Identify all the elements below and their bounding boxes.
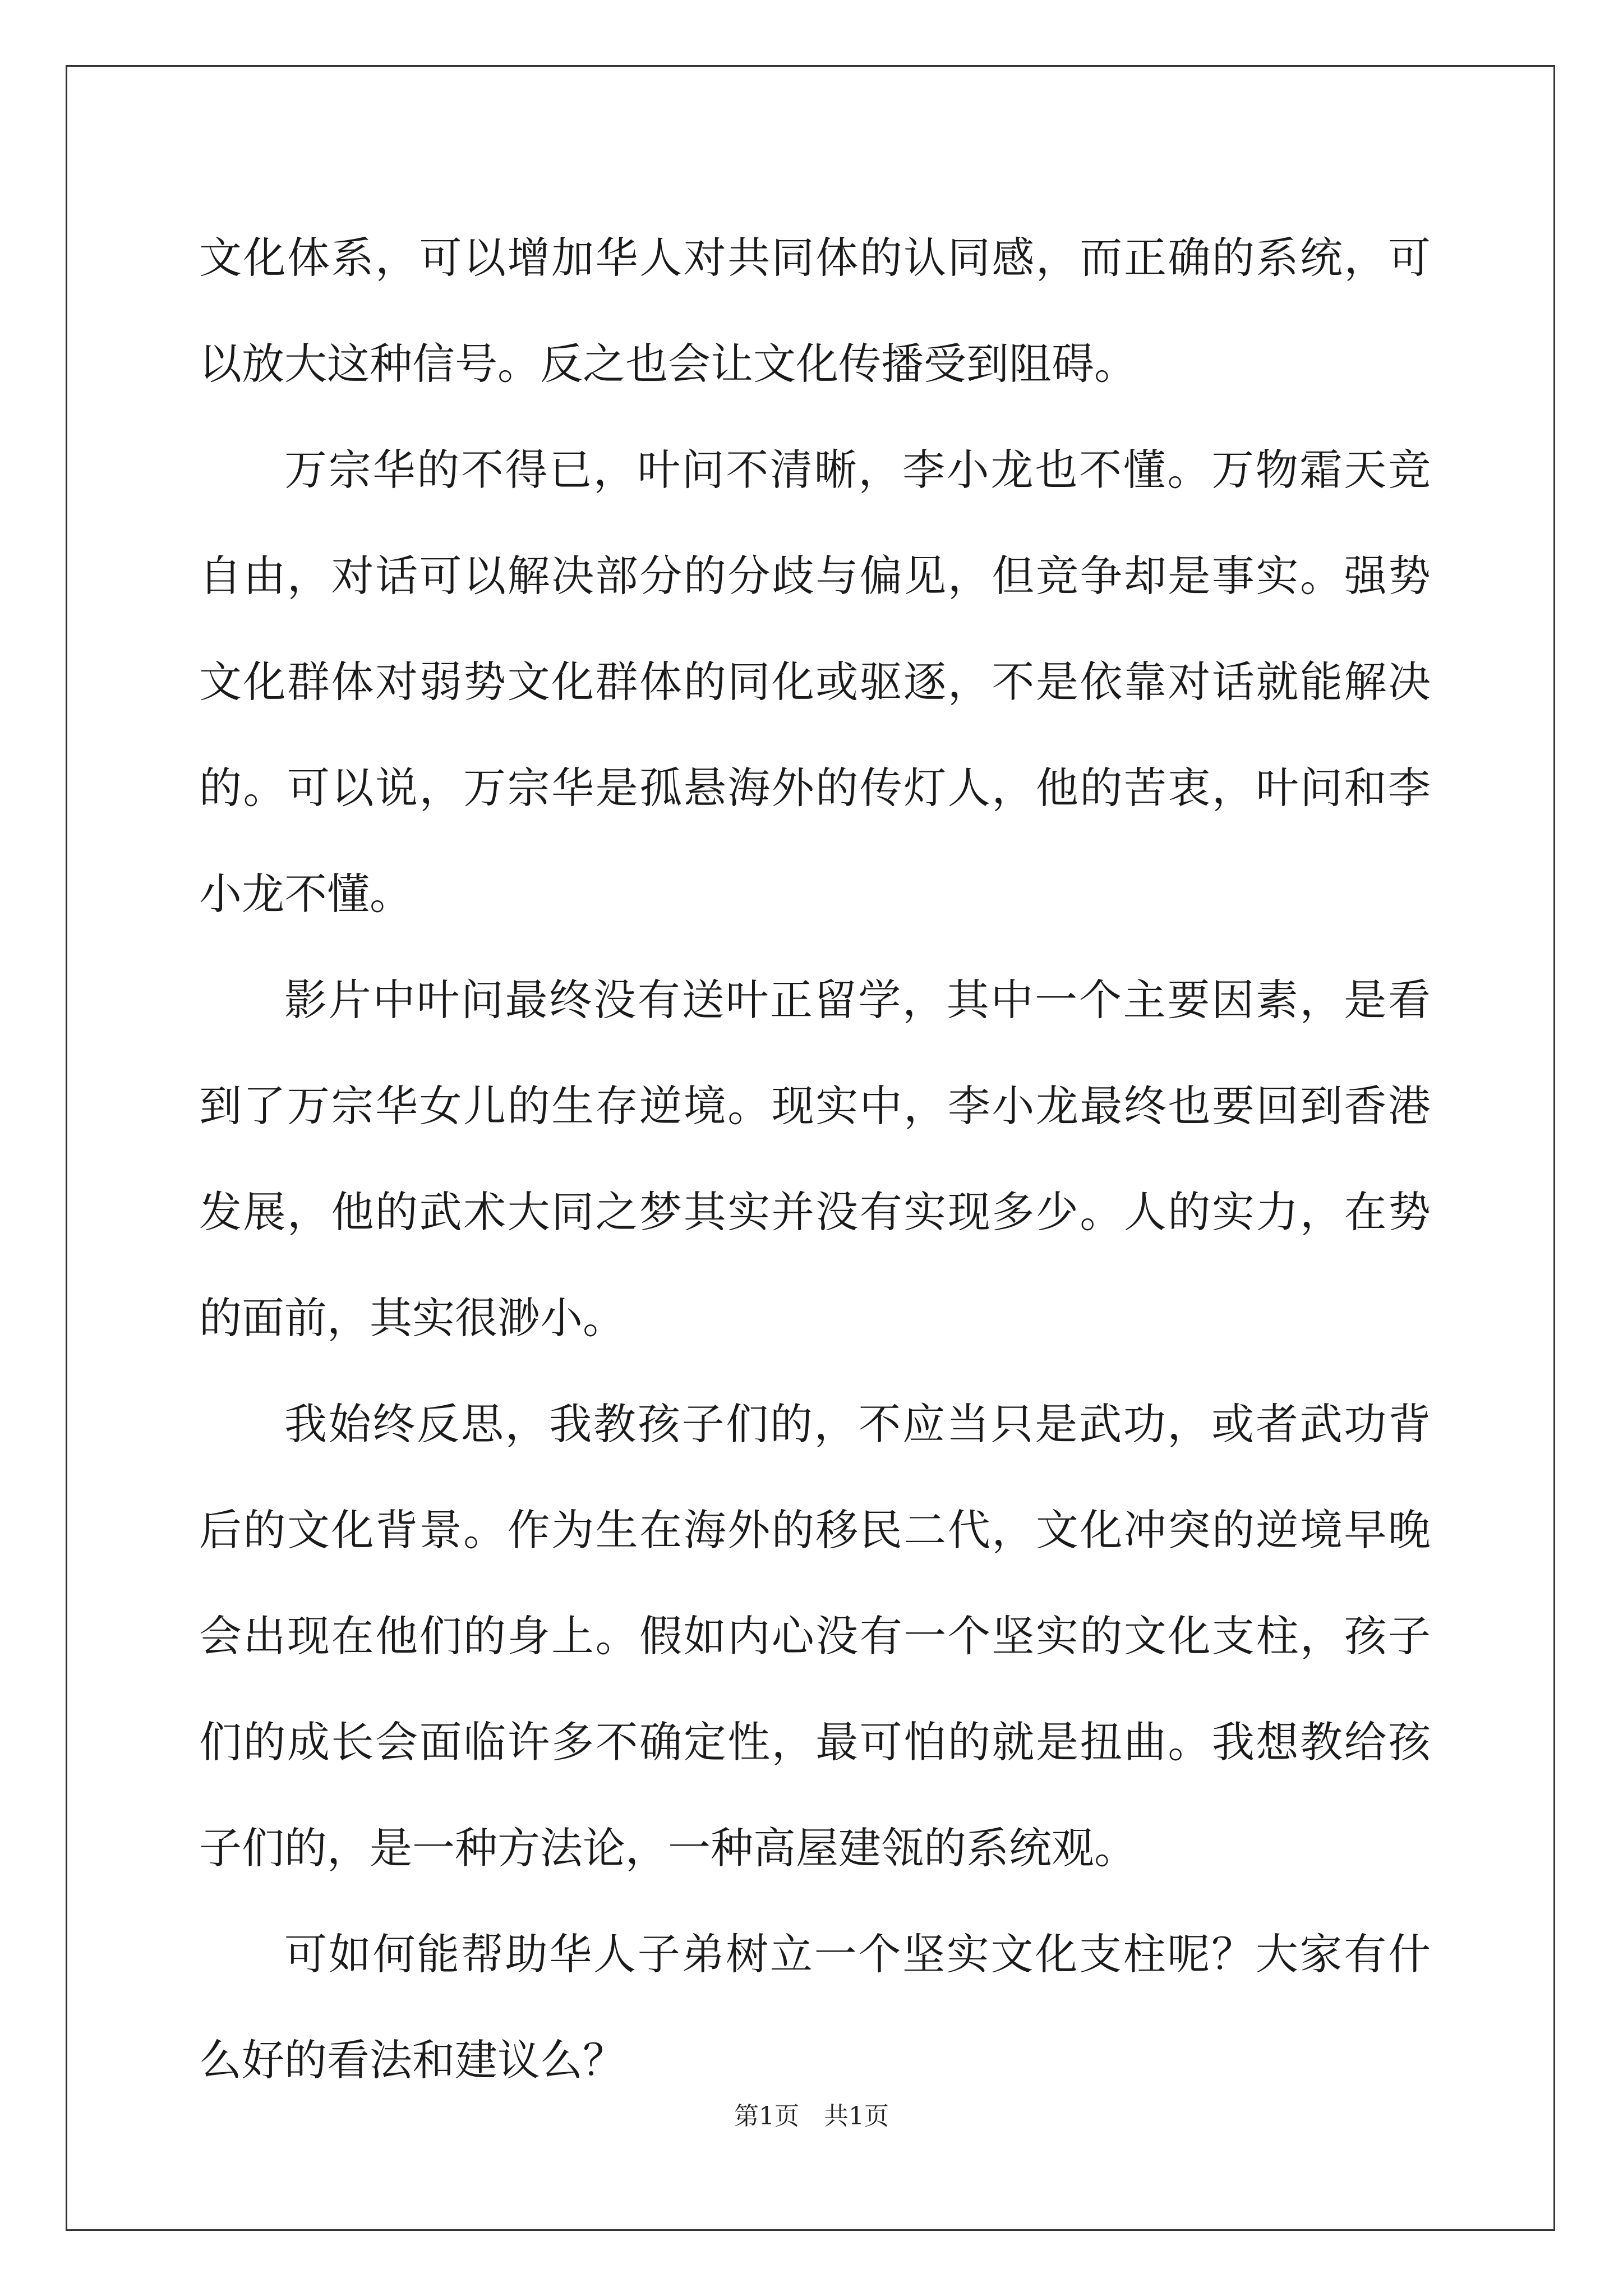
paragraph-3: 影片中叶问最终没有送叶正留学，其中一个主要因素，是看到了万宗华女儿的生存逆境。现实中，李小龙最终也要回到香港发展，他的武术大同之梦其实并没有实现多少。人的实力，在势的面前，其实很渺小。 <box>199 975 1431 1343</box>
paragraph-5: 可如何能帮助华人子弟树立一个坚实文化支柱呢？大家有什么好的看法和建议么？ <box>199 1929 1431 2085</box>
paragraph-1: 文化体系，可以增加华人对共同体的认同感，而正确的系统，可以放大这种信号。反之也会让文化传播受到阻碍。 <box>199 233 1431 389</box>
paragraph-4: 我始终反思，我教孩子们的，不应当只是武功，或者武功背后的文化背景。作为生在海外的移民二代，文化冲突的逆境早晚会出现在他们的身上。假如内心没有一个坚实的文化支柱，孩子们的成长会面临许多不确定性，最可怕的就是扭曲。我想教给孩子们的，是一种方法论，一种高屋建瓴的系统观。 <box>199 1399 1431 1873</box>
document-body <box>199 205 1431 2113</box>
page-number-footer: 第1页 共1页 <box>734 2102 889 2131</box>
paragraph-2: 万宗华的不得已，叶问不清晰，李小龙也不懂。万物霜天竞自由，对话可以解决部分的分歧与偏见，但竞争却是事实。强势文化群体对弱势文化群体的同化或驱逐，不是依靠对话就能解决的。可以说，万宗华是孤悬海外的传灯人，他的苦衷，叶问和李小龙不懂。 <box>199 445 1431 919</box>
